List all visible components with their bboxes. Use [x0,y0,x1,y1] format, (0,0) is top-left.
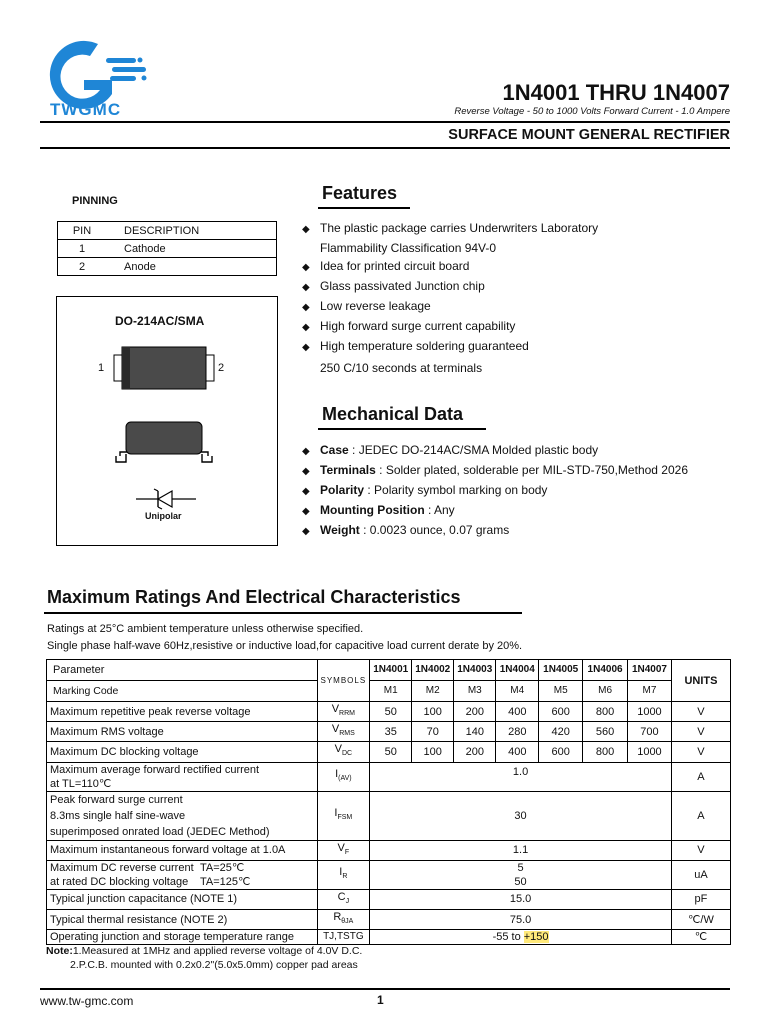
value-cell: 1.1 [370,840,672,860]
part-header: 1N4004 [496,660,539,681]
features-heading: Features [322,183,398,203]
marking-code: M7 [628,681,672,702]
pinning-table [57,221,277,276]
value-cell: 100 [412,702,454,722]
diode-caption: Unipolar [145,511,182,521]
value-cell: 30 [370,791,672,840]
features-underline [318,207,410,209]
value-cell: 50 [370,742,412,762]
description-header: DESCRIPTION [106,222,277,240]
table-row [47,791,731,840]
symbol: $I_{(AV)}$ [317,762,370,791]
table-row [47,930,731,945]
ratings-heading: Maximum Ratings And Electrical Characteristics [47,587,461,607]
table-row [47,762,731,791]
features-list [302,219,598,377]
value-cell: 75.0 [370,909,672,929]
package-top-view-icon [112,345,216,391]
ratings-table [46,659,731,945]
parameter-name: Maximum DC blocking voltage [47,742,318,762]
symbol: $V_{RRM}$ [317,702,370,722]
footer-rule [40,988,730,990]
parameter-name: Maximum average forward rectified current at TL=110℃ [47,762,318,791]
value-cell: 70 [412,722,454,742]
value-cell: 800 [583,742,628,762]
mechanical-heading: Mechanical Data [322,404,464,424]
parameter-name: Operating junction and storage temperature range [47,930,318,945]
unit-cell: V [671,702,730,722]
notes-label: Note: [46,945,73,957]
highlighted-value: +150 [523,931,549,944]
list-item: ◆ Polarity : Polarity symbol marking on body [302,481,688,501]
diamond-bullet-icon: ◆ [302,506,310,517]
value-cell: 400 [496,742,539,762]
value-cell: -55 to +150 [370,930,672,945]
value-cell: 1000 [628,742,672,762]
part-header: 1N4007 [628,660,672,681]
unit-cell: uA [671,860,730,889]
value-cell: 35 [370,722,412,742]
table-row [47,702,731,722]
value-cell: 140 [454,722,496,742]
marking-code: M1 [370,681,412,702]
symbols-header: SYMBOLS [317,660,370,702]
footer-url: www.tw-gmc.com [40,994,134,1008]
table-row [47,860,731,889]
value-cell: 700 [628,722,672,742]
symbol: TJ,TSTG [317,930,370,945]
symbol: $V_{RMS}$ [317,722,370,742]
value-cell: 200 [454,702,496,722]
parameter-name: Maximum repetitive peak reverse voltage [47,702,318,722]
page-title: 1N4001 THRU 1N4007 [502,80,730,105]
list-item: ◆ High forward surge current capability [302,317,598,337]
part-header: 1N4001 [370,660,412,681]
note-1: 1.Measured at 1MHz and applied reverse voltage of 4.0V D.C. [72,945,363,957]
symbol: $V_{DC}$ [317,742,370,762]
part-header: 1N4006 [583,660,628,681]
diamond-bullet-icon: ◆ [302,322,310,333]
diamond-bullet-icon: ◆ [302,466,310,477]
value-cell: 1000 [628,702,672,722]
pin-header: PIN [58,222,107,240]
marking-code: M3 [454,681,496,702]
value-cell: 200 [454,742,496,762]
ratings-underline [44,612,522,614]
ratings-note-1: Ratings at 25°C ambient temperature unless otherwise specified. [47,623,364,635]
list-item: 250 C/10 seconds at terminals [320,361,483,375]
pin-description: Anode [106,258,277,276]
ratings-note-2: Single phase half-wave 60Hz,resistive or inductive load,for capacitive load current derate by 20%. [47,640,523,652]
part-header: 1N4003 [454,660,496,681]
parameter-name: Maximum DC reverse current TA=25℃ at rated DC blocking voltage TA=125℃ [47,860,318,889]
unit-cell: V [671,840,730,860]
symbol: $V_F$ [317,840,370,860]
part-header: 1N4005 [539,660,583,681]
value-cell: 100 [412,742,454,762]
symbol: $I_R$ [317,860,370,889]
header-rule-bottom [40,147,730,149]
diode-symbol-icon [134,488,198,510]
list-item: ◆ High temperature soldering guaranteed [302,337,598,357]
unit-cell: ℃ [671,930,730,945]
table-row [47,681,731,702]
page-number: 1 [377,993,384,1007]
note-2: 2.P.C.B. mounted with 0.2x0.2"(5.0x5.0mm) copper pad areas [70,959,358,971]
diamond-bullet-icon: ◆ [302,302,310,313]
parameter-header: Parameter [47,660,318,681]
list-item: ◆ Mounting Position : Any [302,501,688,521]
page-subtitle: SURFACE MOUNT GENERAL RECTIFIER [448,127,730,143]
unit-cell: A [671,791,730,840]
value-cell: 800 [583,702,628,722]
list-item: ◆ The plastic package carries Underwriters Laboratory [302,219,598,239]
value-cell: 5 50 [370,860,672,889]
marking-code: M6 [583,681,628,702]
value-cell: 400 [496,702,539,722]
diamond-bullet-icon: ◆ [302,342,310,353]
symbol: $C_J$ [317,889,370,909]
value-cell: 15.0 [370,889,672,909]
value-cell: 600 [539,702,583,722]
notes-block [46,944,362,972]
diamond-bullet-icon: ◆ [302,446,310,457]
symbol: $R_{\theta JA}$ [317,909,370,929]
marking-code: M2 [412,681,454,702]
mechanical-list [302,441,688,541]
value-cell: 280 [496,722,539,742]
diamond-bullet-icon: ◆ [302,282,310,293]
pin-description: Cathode [106,240,277,258]
table-row [58,222,277,240]
diamond-bullet-icon: ◆ [302,526,310,537]
package-side-view-icon [112,418,216,466]
table-row [58,258,277,276]
unit-cell: A [671,762,730,791]
table-row [47,909,731,929]
table-row [47,889,731,909]
package-name: DO-214AC/SMA [115,314,205,328]
table-row [58,240,277,258]
pin-2-label: 2 [218,362,225,374]
list-item: ◆ Glass passivated Junction chip [302,277,598,297]
list-item: ◆ Low reverse leakage [302,297,598,317]
parameter-name: Typical junction capacitance (NOTE 1) [47,889,318,909]
list-item: Flammability Classification 94V-0 [320,241,497,255]
brand-name: TWGMC [50,100,122,119]
units-header: UNITS [671,660,730,702]
pinning-label: PINNING [72,195,118,207]
list-item: ◆ Idea for printed circuit board [302,257,598,277]
unit-cell: V [671,742,730,762]
list-item: ◆ Case : JEDEC DO-214AC/SMA Molded plastic body [302,441,688,461]
marking-code: M4 [496,681,539,702]
pin-1-label: 1 [98,362,105,374]
parameter-name: Peak forward surge current 8.3ms single half sine-wave superimposed onrated load (JEDEC Method) [47,791,318,840]
parameter-name: Maximum instantaneous forward voltage at 1.0A [47,840,318,860]
diamond-bullet-icon: ◆ [302,262,310,273]
parameter-name: Maximum RMS voltage [47,722,318,742]
symbol: $I_{FSM}$ [317,791,370,840]
unit-cell: pF [671,889,730,909]
part-header: 1N4002 [412,660,454,681]
list-item: ◆ Weight : 0.0023 ounce, 0.07 grams [302,521,688,541]
parameter-name: Typical thermal resistance (NOTE 2) [47,909,318,929]
table-row [47,660,731,681]
table-row [47,840,731,860]
marking-code-label: Marking Code [47,681,318,702]
diamond-bullet-icon: ◆ [302,486,310,497]
diamond-bullet-icon: ◆ [302,224,310,235]
header-rule-top [40,121,730,123]
table-row [47,742,731,762]
marking-code: M5 [539,681,583,702]
value-cell: 50 [370,702,412,722]
pin-number: 1 [58,240,107,258]
rating-subline: Reverse Voltage - 50 to 1000 Volts Forward Current - 1.0 Ampere [454,106,730,117]
value-cell: 560 [583,722,628,742]
pin-number: 2 [58,258,107,276]
list-item: ◆ Terminals : Solder plated, solderable per MIL-STD-750,Method 2026 [302,461,688,481]
value-cell: 600 [539,742,583,762]
mechanical-underline [318,428,486,430]
unit-cell: ℃/W [671,909,730,929]
table-row [47,722,731,742]
value-cell: 1.0 [370,762,672,791]
unit-cell: V [671,722,730,742]
value-cell: 420 [539,722,583,742]
